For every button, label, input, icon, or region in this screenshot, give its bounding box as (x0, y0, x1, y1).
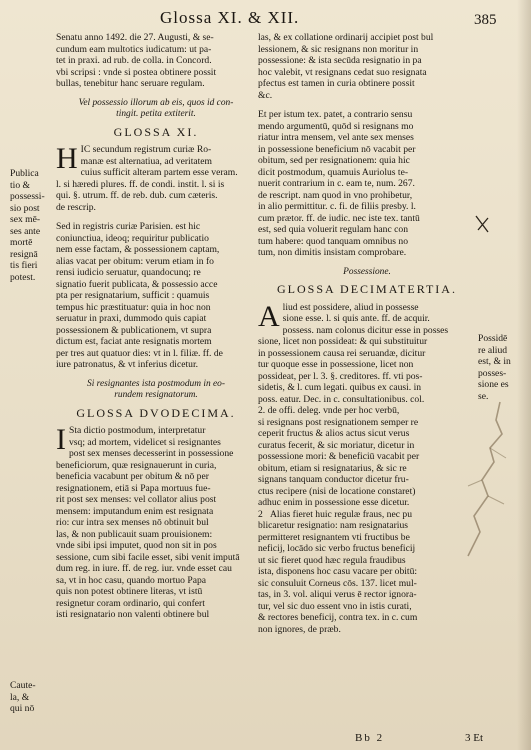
text-line: l. si hæredi plures. ff. de condi. instit. l. si is (56, 178, 225, 190)
text-line: dicit postmodum, quamuis Auriolus te- (258, 166, 409, 178)
text-line: hoc valebit, vt resignans cedat suo resignata (258, 66, 427, 78)
section-label: Possessione. (343, 266, 391, 277)
margin-note-cautela (10, 680, 54, 715)
text-line: tur, vel sic duo essent vno in istis curati, (258, 600, 412, 612)
text-line: signans tanquam conductor dicetur fru- (258, 474, 409, 485)
text-line: non ignores, de præb. (258, 623, 341, 635)
text-line: 2. de offi. deleg. vnde per hoc verbū, (258, 405, 400, 416)
text-line: vsq; ad mortem, videlicet si resignantes (69, 436, 221, 448)
text-line: coniunctiua, ideoq; requiritur publicatio (56, 232, 209, 244)
rubric-line: tingit. petita extiterit. (116, 109, 196, 119)
margin-line: est, & in (478, 356, 511, 367)
text-line: Et per istum tex. patet, a contrario sensu (258, 109, 413, 120)
margin-line: mortē (10, 237, 33, 248)
margin-line: resignā (10, 248, 38, 260)
text-line: isti resignatario non valenti obtinere bul (56, 609, 210, 620)
text-line: dum reg. in iure. ff. de reg. iur. vnde esset cau (56, 563, 232, 574)
numbered-paragraph (258, 509, 476, 636)
margin-note-possidere (478, 333, 522, 402)
text-line: post sex menses decesserint in possessione (69, 448, 234, 459)
text-line: liud est possidere, aliud in possesse (282, 301, 419, 313)
rubric-line: rundem resignatorum. (114, 390, 198, 400)
text-line: IC secundum registrum curiæ Ro- (80, 144, 212, 155)
page-edge-shadow (517, 0, 531, 750)
margin-line: re aliud (478, 344, 508, 356)
text-line: las, & ex collatione ordinarij accipiet post bul (258, 32, 434, 43)
text-line: rensi iudicio seruatur, quandocunq; re (56, 267, 201, 278)
text-line: sione, licet non possideat: & qui substituitur (258, 336, 428, 347)
text-line: mensem: imputandum enim est resignata (56, 505, 214, 517)
text-line: tum habere: quod tanquam omnibus no (258, 235, 409, 247)
text-line: lessionem, & sic resignans non moritur in (258, 43, 419, 55)
text-fragment: Alias fieret huic regulæ fraus, nec pu (270, 508, 412, 520)
text-line: ctus recipere (nisi de locatione constaret) (258, 485, 416, 497)
text-line: neficij, locādo sic verbo fructus beneficij (258, 543, 416, 554)
text-line: possessionem & publicationem, vt supra (56, 324, 212, 336)
text-line: possessione: & ista secūda resignatio in pa (258, 55, 422, 66)
margin-line: tio & (10, 179, 30, 191)
gloss-12-paragraph (56, 425, 256, 621)
text-line: de rescript. nam quod in vno prohibetur, (258, 189, 413, 201)
text-line: sione esse. l. si quis ante. ff. de acquir. (282, 313, 430, 324)
drop-cap: A (258, 299, 280, 333)
text-line: mendo argumentū, quōd si resignans mo (258, 120, 414, 132)
text-line: bullas, tenebitur hanc seruare regulam. (56, 78, 205, 89)
text-line: signatio fuerit publicata, & possessio acce (56, 278, 218, 290)
margin-line: la, & (10, 691, 30, 703)
margin-line: Caute- (10, 680, 36, 691)
text-line: ut sic fieret quod hæc regula fraudibus (258, 554, 406, 566)
margin-line: ses ante (10, 225, 41, 237)
text-line: nuerit contrarium in c. eam te, num. 267. (258, 178, 415, 189)
margin-line: sex mē- (10, 214, 41, 225)
text-line: de rescrip. (56, 201, 96, 213)
rubric-line: Si resignantes ista postmodum in eo- (87, 378, 225, 389)
text-line: riatur intra mensem, vel ante sex menses (258, 132, 414, 143)
text-line: adhuc enim in possessione esse dicetur. (258, 497, 410, 508)
margin-note-publicatio (10, 168, 54, 283)
rubric-line: Vel possessio illorum ab eis, quos id con- (78, 97, 234, 108)
text-line: possideat, per l. 3. §. creditores. ff. vti pos- (258, 370, 423, 382)
margin-line: tis fieri (10, 260, 38, 271)
signature-mark: Bb 2 (355, 732, 385, 744)
margin-line: potest. (10, 271, 36, 283)
text-line: cundum eam multotics iudicatum: ut pa- (56, 43, 212, 55)
margin-line: sione es (478, 379, 509, 390)
running-head: Glossa XI. & XII. (160, 8, 300, 27)
text-line: sessione, cum sibi facile esset, sibi venit imputā (56, 551, 240, 563)
margin-cross-mark (470, 212, 494, 236)
right-column (258, 32, 476, 635)
drop-cap: I (56, 423, 66, 456)
intro-paragraph (56, 32, 256, 90)
gloss-12-title: GLOSSA DVODECIMA. (76, 405, 236, 420)
text-line: in possessione beneficium nō vacabit per (258, 143, 416, 155)
text-line: si resignans post resignationem semper re (258, 416, 419, 428)
margin-line: qui nō (10, 703, 35, 714)
text-line: in alio permittitur. c. fi. de filiis presby. l. (258, 201, 416, 212)
text-line: tas, in 3. vol. aliqui verus ē rector ignora- (258, 589, 417, 600)
text-line: seruatur in praxi, dummodo quis capiat (56, 313, 207, 324)
text-line: manæ est alternatiua, ad veritatem (80, 155, 213, 167)
text-line: sa, vt in hoc casu, quando mortuo Papa (56, 574, 207, 586)
text-line: pfectus est tamen in curia obtinere possit (258, 78, 415, 89)
text-line: per tres aut quatuor dies: vt in l. filiæ. ff. de (56, 347, 223, 359)
text-line: permitteret resignantem vti fructibus be (258, 531, 410, 543)
text-line: curatus fecerit, & sic moriatur, dicetur in (258, 439, 415, 451)
text-line: ista, disponens hoc casu vacare per obitū: (258, 566, 418, 577)
text-line: in possessionem causa rei seruandæ, dicitur (258, 347, 426, 359)
text-line: possess. nam colonus dicitur esse in posses (282, 324, 449, 336)
margin-line: possessi- (10, 191, 45, 202)
text-line: &c. (258, 89, 273, 101)
text-line: las, & non publicauit suam prouisionem: (56, 528, 213, 540)
text-line: tur quoque esse in possessione, licet non (258, 359, 414, 370)
text-line: Sed in registris curiæ Parisien. est hic (56, 221, 201, 232)
gloss-11-title: GLOSSA XI. (113, 124, 199, 139)
text-line: vnde sibi ipsi imputet, quod non sit in pos (56, 540, 217, 551)
text-line: Senatu anno 1492. die 27. Augusti, & se- (56, 32, 214, 43)
text-line: sic consuluit Corneus cōs. 137. licet mul- (258, 577, 417, 589)
text-line: iure patronatus, & vt inferius dicetur. (56, 359, 199, 370)
text-line: Sta dictio postmodum, interpretatur (69, 425, 206, 436)
page-number: 385 (474, 12, 497, 28)
paragraph-number: 2 (258, 508, 263, 520)
text-line: tum, non dimitis insistam comprobare. (258, 247, 407, 258)
text-line: & rectores beneficij, contra tex. in c. cum (258, 612, 418, 623)
gloss-13-paragraph (258, 299, 476, 509)
catchword: 3 Et (465, 732, 484, 744)
text-line: cuius sufficit alteram partem esse veram. (80, 167, 238, 178)
margin-line: se. (478, 390, 489, 402)
margin-line: Publica (10, 168, 39, 179)
text-line: obitum, etiam si resignatarius, & sic re (258, 462, 407, 474)
text-line: alias vacat per obitum: verum etiam in fo (56, 255, 214, 267)
left-column (56, 32, 256, 621)
text-line: resignationem, etiā si Papa mortuus fue- (56, 482, 211, 494)
gloss-11-paragraph-2 (56, 221, 256, 371)
text-line: resignetur coram ordinario, qui confert (56, 597, 205, 609)
text-line: dictum est, faciat ante resignatis mortem (56, 336, 212, 347)
text-line: rio: cur intra sex menses nō obtinuit bul (56, 517, 209, 528)
text-line: qui. §. utrum. ff. de reb. dub. cum cæteris. (56, 190, 218, 201)
margin-line: sio post (10, 202, 40, 214)
text-line: tempus hic præstituatur: quia in hoc non (56, 301, 211, 313)
text-line: blicaretur resignatio: nam resignatarius (258, 520, 408, 531)
gloss-13-title: GLOSSA DECIMATERTIA. (277, 282, 457, 296)
continuation-paragraph (258, 32, 476, 101)
text-line: tet in praxi. ad rub. de colla. in Concord. (56, 55, 212, 66)
text-line: nem esse factam, & possessionem captam, (56, 244, 220, 255)
margin-line: posses- (478, 367, 507, 379)
text-line: cum prætor. ff. de iudic. nec iste tex. tantū (258, 212, 420, 224)
text-line: ceperit fructus & alios actus sicut verus (258, 428, 410, 439)
text-line: est, sed quia voluerit regulam hanc con (258, 224, 408, 235)
text-line (258, 509, 476, 521)
text-line: rit post sex menses: vel collator alius post (56, 494, 217, 505)
text-line: obitum, sed per resignationem: quia hic (258, 155, 410, 166)
gloss-11-paragraph (56, 144, 256, 213)
argument-paragraph (258, 109, 476, 259)
text-line: pta per resignatarium, sufficit : quamuis (56, 290, 210, 301)
margin-line: Possidē (478, 333, 508, 344)
text-line: possessione mori: & beneficiū vacabit per (258, 451, 420, 462)
text-line: beneficia vacabunt per obitum & nō per (56, 471, 209, 482)
text-line: vbi scripsi : vnde si postea obtinere possit (56, 66, 217, 78)
text-line: beneficiorum, quæ resignauerunt in curia, (56, 459, 217, 471)
drop-cap: H (56, 142, 78, 175)
paper-crack-mark (460, 400, 520, 560)
text-line: sidetis, & l. cum legati. quibus ex causi. in (258, 382, 422, 393)
text-line: poss. eatur. Dec. in c. consultationibus. col. (258, 393, 425, 405)
text-line: quis non potest obtinere literas, vt istū (56, 586, 203, 597)
